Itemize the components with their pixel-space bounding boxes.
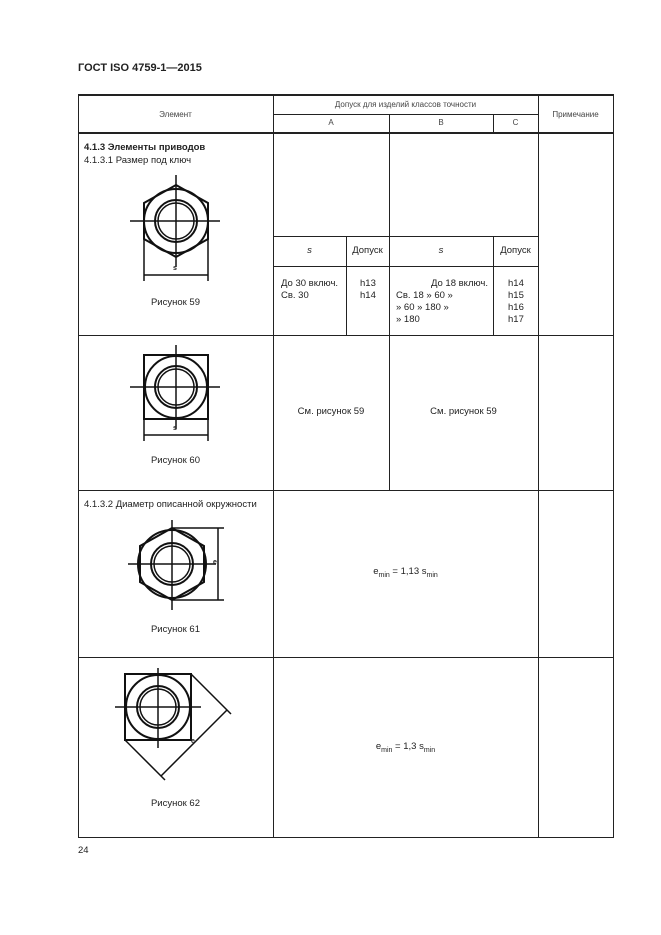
a-size-ranges: До 30 включ. Св. 30 (281, 278, 339, 301)
square-nut-figure-62 (115, 668, 245, 788)
subheader-s-b: s (438, 245, 444, 256)
formula-62: $e_{min} = 1,3$ $s_{min}$ (375, 741, 436, 754)
subheader-s-a: s (307, 245, 312, 256)
header-element: Элемент (159, 110, 192, 119)
bc-tolerances: h14 h15 h16 h17 (508, 278, 524, 325)
header-note: Примечание (552, 110, 599, 119)
section-heading: 4.1.3 Элементы приводов (84, 142, 206, 153)
header-class-b: B (438, 118, 444, 127)
formula-61: $e_{min} = 1,13$ $s_{min}$ (373, 566, 438, 579)
figure-caption-59: Рисунок 59 (150, 297, 201, 308)
dim-label-e-62: e (191, 738, 195, 745)
header-tolerance: Допуск для изделий классов точности (334, 100, 477, 109)
dim-label-s-60: s (173, 425, 177, 432)
document-title: ГОСТ ISO 4759-1—2015 (78, 62, 202, 74)
figure-caption-62: Рисунок 62 (150, 798, 201, 809)
subsection-heading: 4.1.3.1 Размер под ключ (84, 155, 192, 166)
header-class-c: C (512, 118, 519, 127)
header-class-a: A (328, 118, 334, 127)
a-tolerances: h13 h14 (360, 278, 376, 301)
figure-caption-60: Рисунок 60 (150, 455, 201, 466)
hex-nut-figure-61 (128, 520, 238, 620)
subsection-heading-2: 4.1.3.2 Диаметр описанной окружности (84, 499, 257, 510)
page-number: 24 (78, 845, 89, 856)
dim-label-s: s (173, 265, 177, 272)
b-size-ranges: До 18 включ. Св. 18 » 60 » » 60 » 180 » » 180 (396, 278, 488, 325)
subheader-tolerance-a: Допуск (352, 245, 383, 256)
figure-caption-61: Рисунок 61 (150, 624, 201, 635)
row2-class-a-text: См. рисунок 59 (297, 406, 365, 417)
dim-label-e-61: e (213, 559, 217, 566)
row2-class-bc-text: См. рисунок 59 (430, 406, 497, 417)
subheader-tolerance-b: Допуск (500, 245, 531, 256)
